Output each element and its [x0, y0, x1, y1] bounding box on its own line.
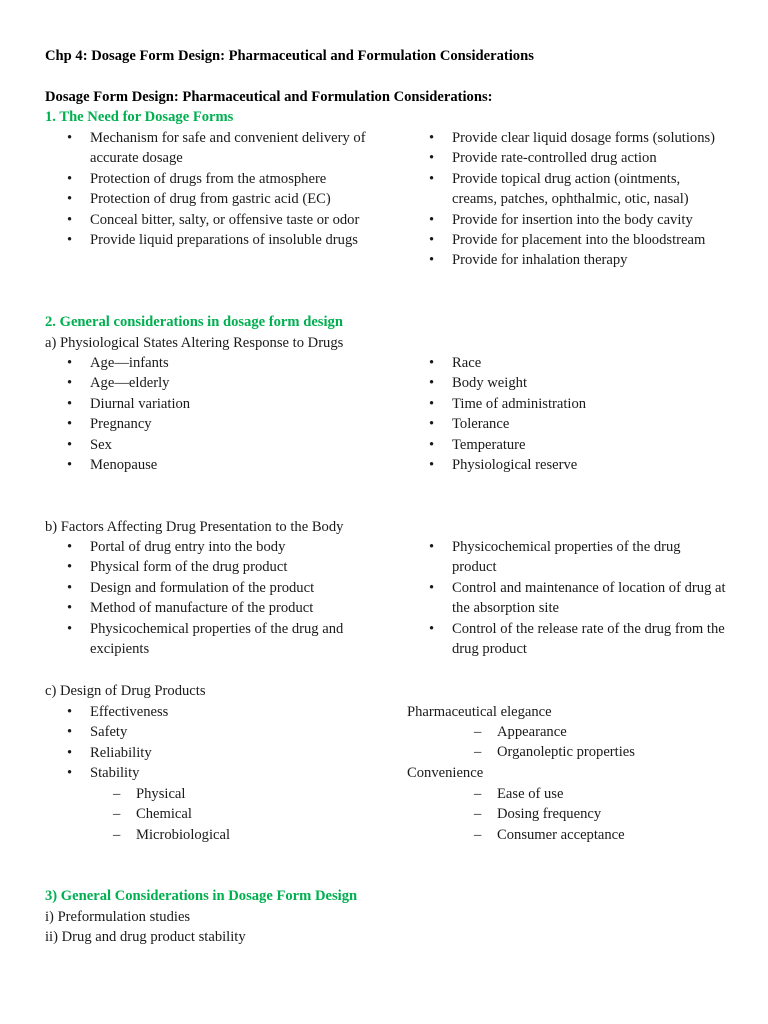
list-item: • Safety — [45, 722, 368, 742]
list-item: – Consumer acceptance — [474, 825, 724, 845]
physiological-label: a) Physiological States Altering Response to Drugs — [45, 335, 344, 351]
list-item: • Physicochemical properties of the drug product — [407, 537, 727, 578]
stability-item: ii) Drug and drug product stability — [45, 929, 246, 945]
list-item: • Protection of drug from gastric acid (EC) — [45, 189, 368, 209]
list-item: • Physicochemical properties of the drug and excipients — [45, 619, 368, 660]
elegance-label: Pharmaceutical elegance — [407, 704, 552, 720]
considerations-heading: 3) General Considerations in Dosage Form Design — [45, 888, 358, 904]
list-item: • Provide for insertion into the body cavity — [407, 210, 727, 230]
need-left-list — [45, 128, 368, 250]
list-item: • Body weight — [407, 373, 727, 393]
list-item: – Chemical — [113, 804, 363, 824]
list-item: • Provide clear liquid dosage forms (solutions) — [407, 128, 727, 148]
physiological-right-list — [407, 353, 727, 475]
list-item: • Temperature — [407, 435, 727, 455]
list-item: • Control of the release rate of the drug from the drug product — [407, 619, 727, 660]
list-item: • Age—elderly — [45, 373, 368, 393]
preformulation-item: i) Preformulation studies — [45, 909, 191, 925]
list-item: • Provide topical drug action (ointments, creams, patches, ophthalmic, otic, nasal) — [407, 169, 727, 210]
need-heading: 1. The Need for Dosage Forms — [45, 109, 234, 125]
convenience-sub-list — [474, 784, 724, 845]
list-item: – Physical — [113, 784, 363, 804]
list-item: • Provide rate-controlled drug action — [407, 148, 727, 168]
convenience-label: Convenience — [407, 765, 484, 781]
list-item: • Pregnancy — [45, 414, 368, 434]
list-item: – Organoleptic properties — [474, 742, 724, 762]
drug-presentation-right-list — [407, 537, 727, 659]
list-item: – Microbiological — [113, 825, 363, 845]
design-label: c) Design of Drug Products — [45, 683, 206, 699]
list-item: • Stability — [45, 763, 368, 783]
list-item: • Mechanism for safe and convenient delivery of accurate dosage — [45, 128, 368, 169]
elegance-sub-list — [474, 722, 724, 763]
list-item: • Reliability — [45, 743, 368, 763]
list-item: • Effectiveness — [45, 702, 368, 722]
list-item: • Provide for placement into the bloodstream — [407, 230, 727, 250]
list-item: • Method of manufacture of the product — [45, 598, 368, 618]
list-item: – Dosing frequency — [474, 804, 724, 824]
list-item: • Age—infants — [45, 353, 368, 373]
list-item: • Protection of drugs from the atmosphere — [45, 169, 368, 189]
list-item: • Portal of drug entry into the body — [45, 537, 368, 557]
list-item: • Provide for inhalation therapy — [407, 250, 727, 270]
list-item: • Control and maintenance of location of drug at the absorption site — [407, 578, 727, 619]
list-item: • Time of administration — [407, 394, 727, 414]
list-item: • Conceal bitter, salty, or offensive taste or odor — [45, 210, 368, 230]
list-item: • Design and formulation of the product — [45, 578, 368, 598]
list-item: • Menopause — [45, 455, 368, 475]
list-item: • Provide liquid preparations of insoluble drugs — [45, 230, 368, 250]
section-title: Dosage Form Design: Pharmaceutical and Formulation Considerations: — [45, 89, 493, 105]
list-item: • Race — [407, 353, 727, 373]
list-item: • Diurnal variation — [45, 394, 368, 414]
list-item: • Sex — [45, 435, 368, 455]
physiological-left-list — [45, 353, 368, 475]
list-item: – Appearance — [474, 722, 724, 742]
list-item: • Physical form of the drug product — [45, 557, 368, 577]
design-left-list — [45, 702, 368, 784]
list-item: • Tolerance — [407, 414, 727, 434]
stability-sub-list — [113, 784, 363, 845]
drug-presentation-label: b) Factors Affecting Drug Presentation to the Body — [45, 519, 344, 535]
list-item: – Ease of use — [474, 784, 724, 804]
general-heading: 2. General considerations in dosage form design — [45, 314, 343, 330]
drug-presentation-left-list — [45, 537, 368, 659]
chapter-title: Chp 4: Dosage Form Design: Pharmaceutical and Formulation Considerations — [45, 48, 534, 64]
need-right-list — [407, 128, 727, 271]
list-item: • Physiological reserve — [407, 455, 727, 475]
